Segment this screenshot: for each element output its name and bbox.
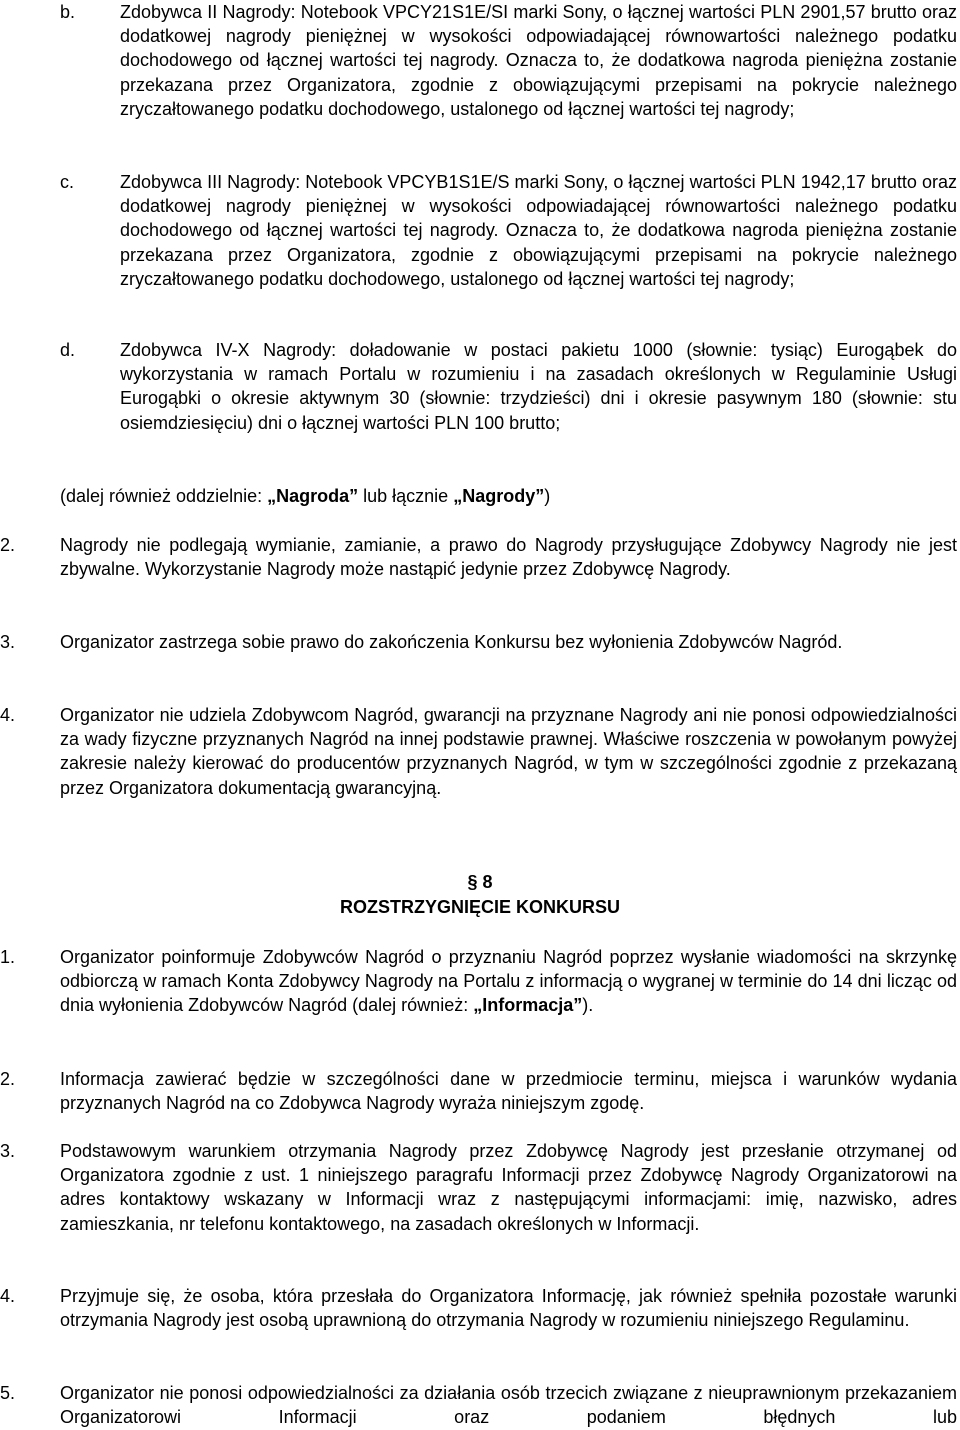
item-text: Zdobywca IV-X Nagrody: doładowanie w postaci pakietu 1000 (słownie: tysiąc) Eurogąbek do wykorzystania w ramach Portalu w rozumieniu i na zasadach określonych w Regulaminie Usługi Eurogąbki o okresie aktywnym 30 (słownie: trzydzieści) dni i okresie pasywnym 180 (słownie: stu osiemdziesięciu) dni o łącznej wartości PLN 100 brutto; <box>120 340 957 433</box>
clause-text-part: Organizator poinformuje Zdobywców Nagród o przyznaniu Nagród poprzez wysłanie wiadomości na skrzynkę odbiorczą w ramach Konta Zdobywcy Nagrody na Portalu z informacją o wygranej w terminie do 14 dni licząc od dnia wyłonienia Zdobywców Nagród (dalej również: <box>60 947 957 1016</box>
note-text: lub łącznie <box>358 486 454 506</box>
clause-text: Podstawowym warunkiem otrzymania Nagrody przez Zdobywcę Nagrody jest przesłanie otrzymanej od Organizatora zgodnie z ust. 1 niniejszego paragrafu Informacji przez Zdobywcę Nagrody Organizatorowi na adres kontaktowy wskazany w Informacji wraz z następującymi informacjami: imię, nazwisko, adres zamieszkania, nr telefonu kontaktowego, na zasadach określonych w Informacji. <box>60 1141 957 1234</box>
clause-number: 1. <box>0 947 16 967</box>
clause-number: 5. <box>0 1383 16 1403</box>
clause-3b <box>0 1139 957 1236</box>
item-marker: d. <box>60 340 76 360</box>
clause-1 <box>0 945 957 1018</box>
clause-number: 3. <box>0 632 16 652</box>
clause-number: 4. <box>0 1286 16 1306</box>
clause-2b <box>0 1067 957 1115</box>
clause-text <box>60 945 957 1018</box>
clause-text: Informacja zawierać będzie w szczególności dane w przedmiocie terminu, miejsca i warunków wydania przyznanych Nagród na co Zdobywca Nagrody wyraża niniejszym zgodę. <box>60 1069 957 1114</box>
clause-5b <box>0 1381 957 1429</box>
item-marker: b. <box>60 2 76 22</box>
note-term-nagrody: „Nagrody” <box>453 486 545 506</box>
prize-item-b <box>0 0 957 121</box>
section-title: ROZSTRZYGNIĘCIE KONKURSU <box>339 897 620 917</box>
clause-4b <box>0 1284 957 1332</box>
section-sign: § 8 <box>467 872 493 892</box>
clause-text: Organizator nie ponosi odpowiedzialności za działania osób trzecich związane z nieuprawnionym przekazaniem Organizatorowi Informacji oraz podaniem błędnych lub <box>60 1383 957 1428</box>
note-term-nagroda: „Nagroda” <box>267 486 359 506</box>
clause-2 <box>0 533 957 581</box>
item-text: Zdobywca II Nagrody: Notebook VPCY21S1E/SI marki Sony, o łącznej wartości PLN 2901,57 brutto oraz dodatkowej nagrody pieniężnej w wysokości odpowiadającej równowartości należnego podatku dochodowego od łącznej wartości tej nagrody. Oznacza to, że dodatkowa nagroda pieniężna zostanie przekazana przez Organizatora, zgodnie z obowiązującymi przepisami na pokrycie należnego zryczałtowanego podatku dochodowego, ustalonego od łącznej wartości tej nagrody; <box>120 2 957 119</box>
item-text: Zdobywca III Nagrody: Notebook VPCYB1S1E/S marki Sony, o łącznej wartości PLN 1942,17 brutto oraz dodatkowej nagrody pieniężnej w wysokości odpowiadającej równowartości należnego podatku dochodowego od łącznej wartości tej nagrody. Oznacza to, że dodatkowa nagroda pieniężna zostanie przekazana przez Organizatora, zgodnie z obowiązującymi przepisami na pokrycie należnego zryczałtowanego podatku dochodowego, ustalonego od łącznej wartości tej nagrody; <box>120 172 957 289</box>
term-informacja: „Informacja” <box>473 995 583 1016</box>
clause-3 <box>0 630 957 654</box>
clause-text: Organizator zastrzega sobie prawo do zakończenia Konkursu bez wyłonienia Zdobywców Nagród. <box>60 632 843 652</box>
item-marker: c. <box>60 172 75 192</box>
clause-text: Nagrody nie podlegają wymianie, zamianie, a prawo do Nagrody przysługujące Zdobywcy Nagrody nie jest zbywalne. Wykorzystanie Nagrody może nastąpić jedynie przez Zdobywcę Nagrody. <box>60 535 957 580</box>
note-text: ) <box>544 486 551 506</box>
clause-number: 4. <box>0 705 16 725</box>
clause-number: 2. <box>0 535 16 555</box>
clause-number: 2. <box>0 1069 16 1089</box>
prize-item-d <box>0 338 957 435</box>
prize-item-c <box>0 170 957 291</box>
note-text: (dalej również oddzielnie: <box>60 486 268 506</box>
clause-text: Przyjmuje się, że osoba, która przesłała do Organizatora Informację, jak również spełniła pozostałe warunki otrzymania Nagrody jest osobą uprawnioną do otrzymania Nagrody w rozumieniu niniejszego Regulaminu. <box>60 1286 957 1331</box>
clause-number: 3. <box>0 1141 16 1161</box>
definition-note <box>60 484 957 508</box>
clause-text-part: ). <box>582 995 594 1016</box>
clause-4 <box>0 703 957 800</box>
clause-text: Organizator nie udziela Zdobywcom Nagród, gwarancji na przyznane Nagrody ani nie ponosi odpowiedzialności za wady fizyczne przyznanych Nagród na innej podstawie prawnej. Właściwe roszczenia w powołanym powyżej zakresie należy kierować do producentów przyznanych Nagród, w tym w szczególności zgodnie z przekazaną przez Organizatora dokumentacją gwarancyjną. <box>60 705 957 798</box>
